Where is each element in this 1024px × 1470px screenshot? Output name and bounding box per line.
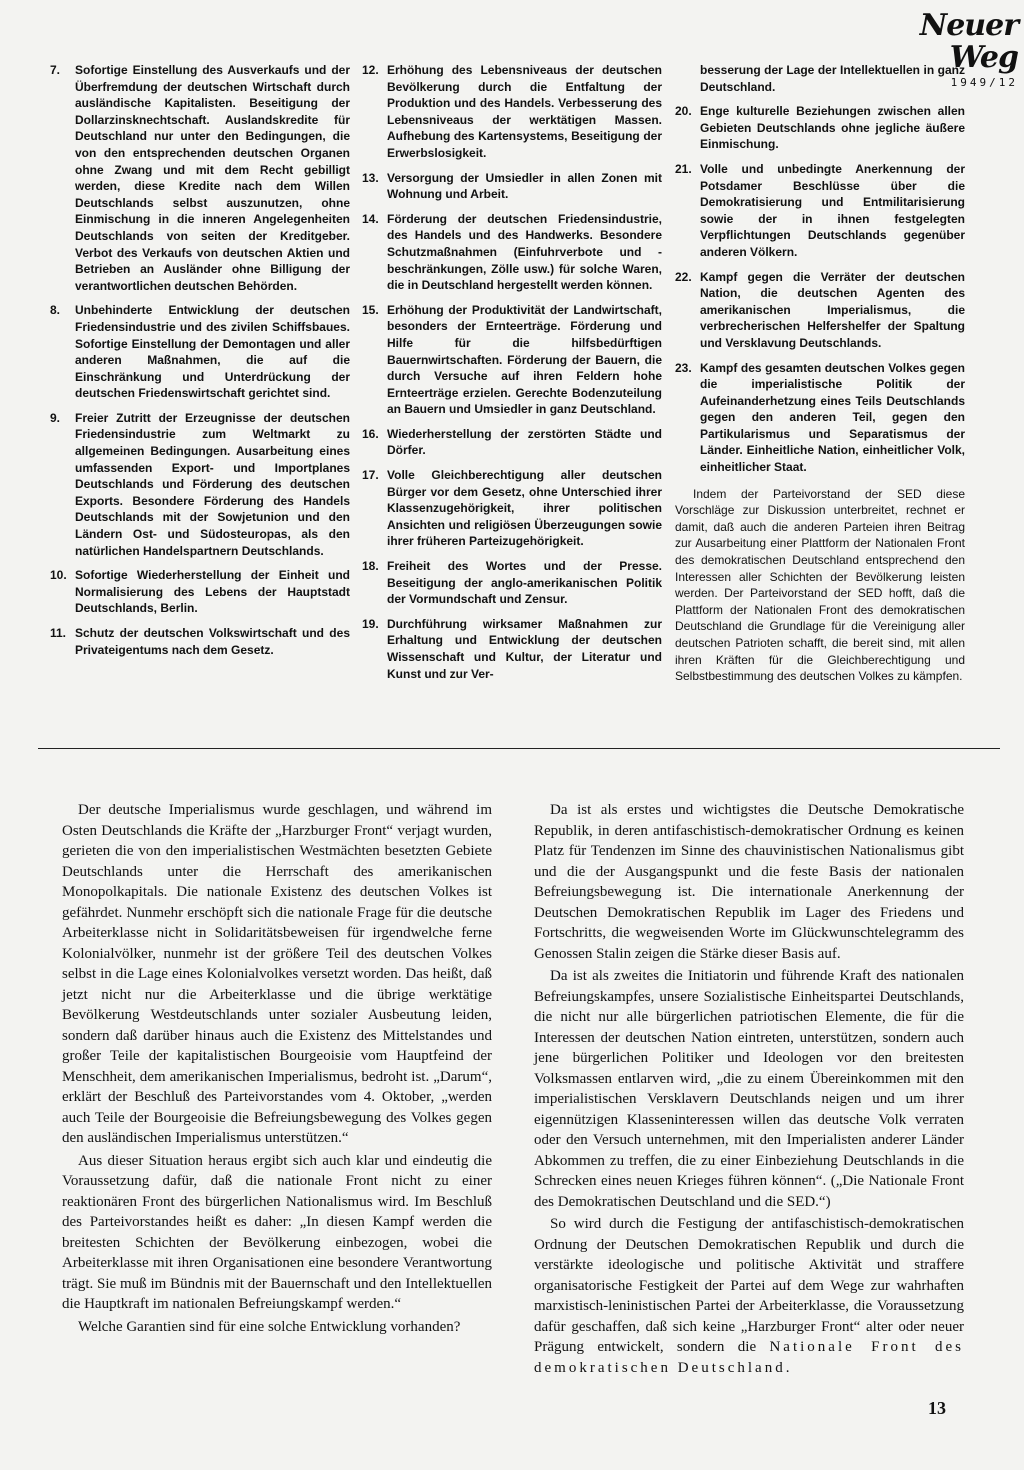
demand-item: [362, 170, 662, 203]
demand-item: [362, 467, 662, 550]
demand-text: Unbehinderte Entwicklung der deutschen Friedensindustrie und des zivilen Schiffsbaues. Sofortige Einstellung der Demontagen und aller anderen Maßnahmen, die auf die Einschränkung und Unterdrückung der deutschen Friedenswirtschaft gerichtet sind.: [75, 303, 350, 401]
spaced-emphasis: Nationale Front des demokratischen Deutschland.: [534, 1339, 964, 1376]
demand-text: Freier Zutritt der Erzeugnisse der deutschen Friedensindustrie zum Weltmarkt zu allgemeinen Bedingungen. Ausarbeitung eines umfassenden Export- und Importplanes Deutschlands und Förderung des deutschen Exports. Besondere Förderung des Handels Deutschlands mit der Sowjetunion und den Ländern Ost- und Südosteuropas, als den natürlichen Handelspartnern Deutschlands.: [75, 410, 350, 558]
demand-item: [50, 410, 350, 559]
demand-number: 9.: [50, 410, 61, 425]
demand-item: [362, 616, 662, 682]
demand-number: 22.: [675, 269, 692, 284]
demands-column-3: [675, 62, 965, 685]
issue-number: 1949/12: [950, 76, 1018, 89]
demand-number: 23.: [675, 360, 692, 375]
demand-text: Kampf gegen die Verräter der deutschen Nation, die deutschen Agenten des amerikanischen Imperialismus, die verbrecherischen Helfershelfer der Spaltung und Versklavung Deutschlands.: [700, 269, 965, 350]
demands-column-2: [362, 62, 662, 690]
demand-text: Durchführung wirksamer Maßnahmen zur Erhaltung und Entwicklung der deutschen Wissenschaft und Kultur, der Literatur und Kunst und zur Ver-: [387, 616, 662, 681]
demand-text: Sofortige Einstellung des Ausverkaufs und der Überfremdung der deutschen Wirtschaft durch ausländische Kapitalisten. Beseitigung der Dollarzinsknechtschaft. Auslandskredite für Deutschland nur unter den Bedingungen, die von den entsprechenden deutschen Organen ohne Zwang und mit dem Recht gebilligt werden, diese Kredite nach dem Willen Deutschlands selbst auszunutzen, ohne Einmischung in die inneren Angelegenheiten Deutschlands von seiten der Kreditgeber. Verbot des Verkaufs von deutschen Aktien und Betrieben an Ausländer ohne Billigung der verantwortlichen deutschen Behörden.: [75, 63, 350, 293]
demand-number: 20.: [675, 104, 692, 119]
demand-text: Freiheit des Wortes und der Presse. Beseitigung der anglo-amerikanischen Politik der Vormundschaft und Zensur.: [387, 559, 662, 607]
demand-number: 14.: [362, 211, 379, 226]
demand-text: Wiederherstellung der zerstörten Städte und Dörfer.: [387, 426, 662, 458]
demand-item: [675, 360, 965, 476]
demand-number: 15.: [362, 302, 379, 317]
demand-item: [362, 211, 662, 294]
demand-number: 16.: [362, 426, 379, 441]
article-text: So wird durch die Festigung der antifaschistisch-demokratischen Ordnung der Deutschen Demokratischen Republik und durch die verstärkte ideologische und politische Aktivität und straffere organisatorische Festigkeit der Partei auf dem Wege zur wahrhaften marxistisch-leninistischen Partei der Arbeiterklasse, die Voraussetzung dafür geschaffen, daß sich keine „Harzburger Front“ alter oder neuer Prägung entwickelt, sondern die: [534, 1216, 964, 1355]
article-paragraph: Aus dieser Situation heraus ergibt sich auch klar und eindeutig die Voraussetzung dafür, daß die nationale Front nicht zu einer reaktionären Front des bürgerlichen Nationalismus wird. Im Beschluß des Parteivorstandes heißt es daher: „In diesen Kampf werden die breitesten Schichten der Bevölkerung einbezogen, wobei die Arbeiterklasse mit ihren Organisationen eine besondere Verantwortung trägt. Sie muß im Bündnis mit der Bauernschaft und den Intellektuellen die Hauptkraft im nationalen Befreiungskampf werden.“: [62, 1152, 492, 1312]
masthead-logo: Neuer Weg: [919, 8, 1018, 75]
section-divider: [38, 748, 1000, 749]
demand-number: 21.: [675, 161, 692, 176]
demand-text: Erhöhung des Lebensniveaus der deutschen Bevölkerung durch die Entfaltung der Produktion und des Handels. Verbesserung des Lebensniveaus der werktätigen Massen. Aufhebung des Kartensystems, Beseitigung der Erwerbslosigkeit.: [387, 63, 662, 160]
demand-text: Förderung der deutschen Friedensindustrie, des Handels und des Handwerks. Besondere Schutzmaßnahmen (Einfuhrverbote und -beschränkungen, Zölle usw.) für solche Waren, die in Deutschland hergestellt werden können.: [387, 211, 662, 293]
demand-item: [50, 302, 350, 402]
demand-text: Enge kulturelle Beziehungen zwischen allen Gebieten Deutschlands ohne jegliche äußere Einmischung.: [700, 104, 965, 152]
demand-item: [362, 62, 662, 162]
demand-item: [675, 161, 965, 261]
demand-number: 13.: [362, 170, 379, 185]
demand-text: Sofortige Wiederherstellung der Einheit und Normalisierung des Lebens der Hauptstadt Deutschlands, Berlin.: [75, 568, 350, 616]
demand-item: [50, 62, 350, 294]
demand-item: [362, 426, 662, 459]
demands-column-1: [50, 62, 350, 666]
demand-continuation: besserung der Lage der Intellektuellen in ganz Deutschland.: [700, 63, 965, 94]
demand-text: Volle Gleichberechtigung aller deutschen Bürger vor dem Gesetz, ohne Unterschied ihrer Klassenzugehörigkeit, ihrer politischen Ansichten und religiösen Überzeugungen sowie ihrer früheren Parteizugehörigkeit.: [387, 468, 662, 549]
demand-item: [50, 567, 350, 617]
page-number: 13: [928, 1398, 946, 1418]
article-paragraph: Da ist als erstes und wichtigstes die Deutsche Demokratische Republik, in deren antifaschistisch-demokratischer Ordnung es keinen Platz für Tendenzen im Sinne des chauvinistischen Nationalismus gibt und die der Ausgangspunkt und die feste Basis der nationalen Befreiungsbewegung ist. Die internationale Anerkennung der Deutschen Demokratischen Republik im Lager des Friedens und Fortschritts, die wegweisenden Worte im Glückwunschtelegramm des Genossen Stalin zeigen die Stärke dieser Basis auf.: [534, 802, 964, 962]
demand-item: [675, 269, 965, 352]
demand-item: [362, 558, 662, 608]
demand-item: [675, 103, 965, 153]
article-paragraph-last: [534, 1214, 964, 1378]
article-paragraph: Der deutsche Imperialismus wurde geschlagen, und während im Osten Deutschlands die Kräfte der „Harzburger Front“ verjagt wurden, gerieten die von den imperialistischen Westmächten besetzten Gebiete Deutschlands unter die Herrschaft des amerikanischen Monopolkapitals. Die nationale Existenz des deutschen Volkes ist gefährdet. Nunmehr erschöpft sich die nationale Frage für die deutsche Arbeiterklasse nicht in Solidaritätsbeweisen für irgendwelche ferne Kolonialvölker, nunmehr ist der größere Teil des deutschen Volkes selbst in die Lage eines Kolonialvolkes versetzt worden. Das heißt, daß jetzt nicht nur die Arbeiterklasse und die übrige werktätige Bevölkerung Westdeutschlands unter sozialer Ausbeutung leiden, sondern daß darüber hinaus auch die Existenz des Mittelstandes und großer Teile der kapitalistischen Bourgeoisie vom Hauptfeind der Menschheit, dem amerikanischen Imperialismus, bedroht ist. „Darum“, erklärt der Beschluß des Parteivorstandes vom 4. Oktober, „werden auch Teile der Bourgeoisie die Befreiungsbewegung des Volkes gegen den ausländischen Imperialismus unterstützen.“: [62, 802, 492, 1146]
article-column-right: [534, 800, 964, 1380]
closing-paragraph: Indem der Parteivorstand der SED diese Vorschläge zur Diskussion unterbreitet, rechnet er damit, daß auch die anderen Parteien ihren Beitrag zur Ausarbeitung einer Plattform der Nationalen Front des demokratischen Deutschland entsprechend den Interessen aller Schichten der Bevölkerung leisten werden. Der Parteivorstand der SED hofft, daß die Plattform der Nationalen Front des demokratischen Deutschland die Grundlage für die Vereinigung aller deutschen Patrioten schafft, die bereit sind, mit allen ihren Kräften für die Gleichberechtigung und Selbstbestimmung des deutschen Volkes zu kämpfen.: [675, 486, 965, 684]
demand-item: [50, 625, 350, 658]
demand-text: Schutz der deutschen Volkswirtschaft und des Privateigentums nach dem Gesetz.: [75, 626, 350, 657]
demand-number: 17.: [362, 468, 379, 483]
demand-text: Erhöhung der Produktivität der Landwirtschaft, besonders der Ernteerträge. Förderung und Hilfe für die hilfsbedürftigen Bauernwirtschaften. Förderung der Bauern, die durch Versuche auf ihren Feldern hohe Ernteerträge erzielen. Gerechte Bodenzuteilung an Bauern und Umsiedler in ganz Deutschland.: [387, 302, 662, 417]
demand-text: Volle und unbedingte Anerkennung der Potsdamer Beschlüsse über die Demokratisierung und Entmilitarisierung sowie der in ihnen festgelegten Verpflichtungen Deutschlands gegenüber anderen Völkern.: [700, 161, 965, 259]
demand-number: 8.: [50, 303, 61, 318]
demand-number: 18.: [362, 559, 379, 574]
demand-item: [362, 302, 662, 418]
demand-text: Kampf des gesamten deutschen Volkes gegen die imperialistische Politik der Aufeinanderhetzung eines Teils Deutschlands gegen den anderen Teil, gegen den Partikularismus und Separatismus der Länder. Einheitliche Nation, einheitlicher Volk, einheitlicher Staat.: [700, 360, 965, 475]
demand-text: Versorgung der Umsiedler in allen Zonen mit Wohnung und Arbeit.: [387, 170, 662, 202]
demand-number: 19.: [362, 616, 379, 631]
demand-number: 10.: [50, 568, 67, 583]
demand-number: 11.: [50, 626, 67, 640]
article-column-left: [62, 800, 492, 1339]
demand-number: 12.: [362, 63, 379, 77]
article-paragraph: Welche Garantien sind für eine solche Entwicklung vorhanden?: [78, 1318, 461, 1335]
article-paragraph: Da ist als zweites die Initiatorin und führende Kraft des nationalen Befreiungskampfes, unsere Sozialistische Einheitspartei Deutschlands, die nicht nur alle bürgerlichen patriotischen Elemente, die für die Interessen der deutschen Nation eintreten, unterstützen, sondern auch jene bürgerlichen Politiker und Ideologen vor den breitesten Volksmassen entlarven wird, „die zu einem Übereinkommen mit den imperialistischen Versklavern Deutschlands neigen und um ihrer eigennützigen Klasseninteressen willen das deutsche Volk verraten oder den Versuch unternehmen, mit den Imperialisten anderer Länder Abkommen zu treffen, die zu einer Einbeziehung Deutschlands in die Schrecken eines neuen Krieges führen können“. („Die Nationale Front des Demokratischen Deutschland und die SED.“): [534, 968, 964, 1210]
demand-number: 7.: [50, 63, 61, 77]
